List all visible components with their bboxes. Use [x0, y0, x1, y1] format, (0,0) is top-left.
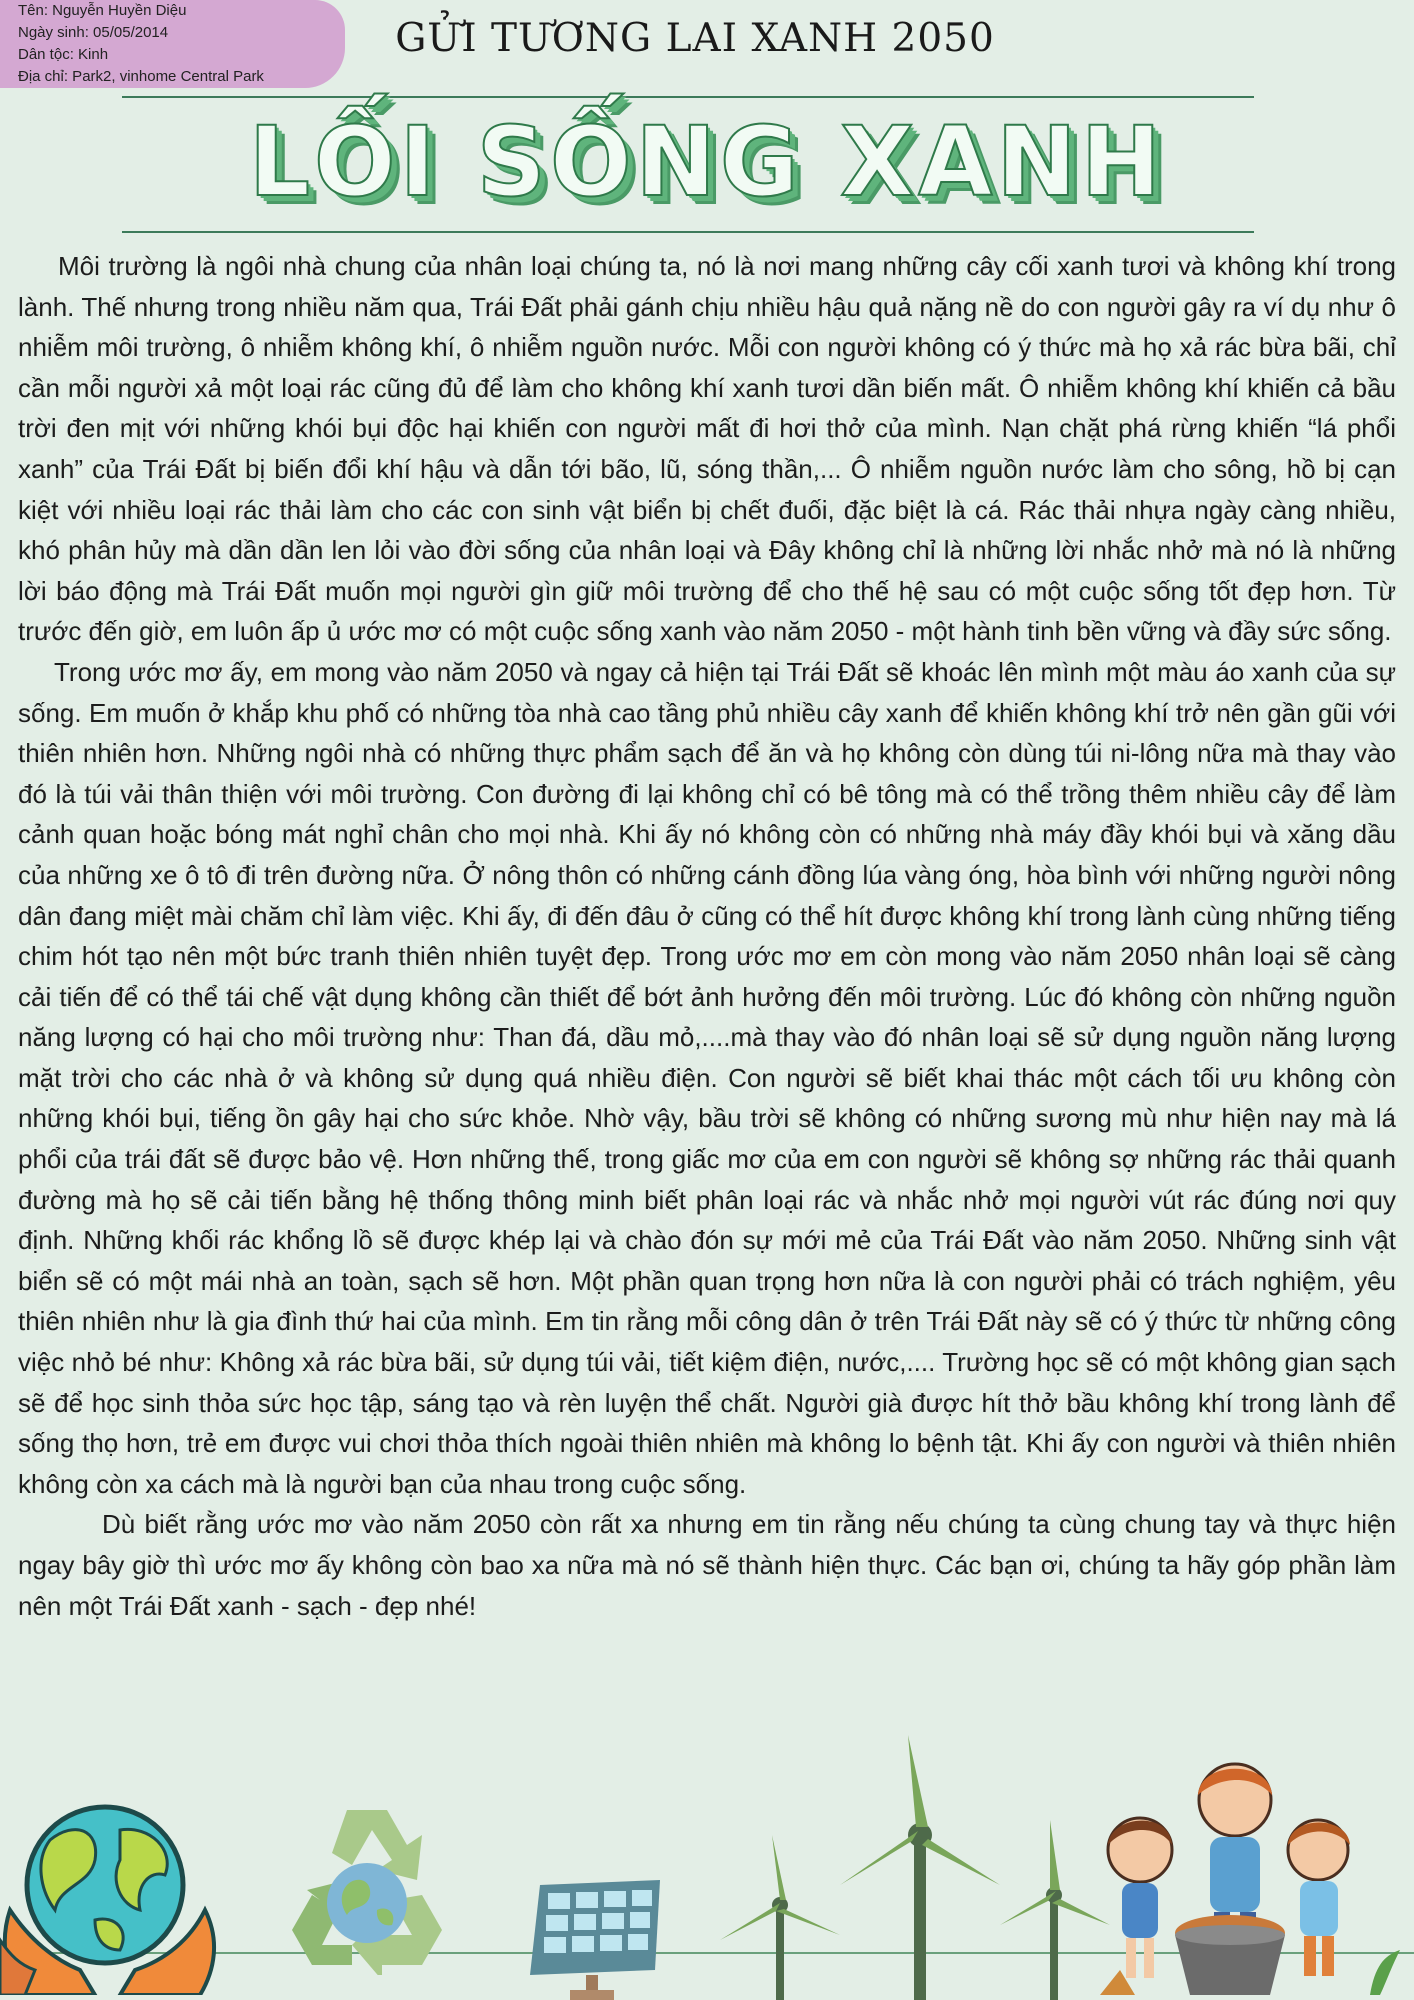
essay-paragraph-1: Môi trường là ngôi nhà chung của nhân loại chúng ta, nó là nơi mang những cây cối xanh tươi và không khí trong lành. Thế nhưng trong nhiều năm qua, Trái Đất phải gánh chịu nhiều hậu quả nặng nề do con người gây ra ví dụ như ô nhiễm môi trường, ô nhiễm không khí, ô nhiễm nguồn nước. Mỗi con người không có ý thức mà họ xả rác bừa bãi, chỉ cần mỗi người xả một loại rác cũng đủ để làm cho không khí xanh tươi dần biến mất. Ô nhiễm không khí khiến cả bầu trời đen mịt với những khói bụi độc hại khiến con người mất đi hơi thở của mình. Nạn chặt phá rừng khiến “lá phổi xanh” của Trái Đất bị biến đổi khí hậu và dẫn tới bão, lũ, sóng thần,... Ô nhiễm nguồn nước làm cho sông, hồ bị cạn kiệt với nhiều loại rác thải làm cho các con sinh vật biển bị chết đuối, đặc biệt là cá. Rác thải nhựa ngày càng nhiều, khó phân hủy mà dần dần len lỏi vào đời sống của nhân loại và Đây không chỉ là những lời nhắc nhở mà nó là những lời báo động mà Trái Đất muốn mọi người gìn giữ môi trường để cho thế hệ sau có một cuộc sống tốt đẹp hơn. Từ trước đến giờ, em luôn ấp ủ ước mơ có một cuộc sống xanh vào năm 2050 - một hành tinh bền vững và đầy sức sống.	[18, 251, 1396, 647]
essay-paragraph-2: Trong ước mơ ấy, em mong vào năm 2050 và ngay cả hiện tại Trái Đất sẽ khoác lên mình một màu áo xanh của sự sống. Em muốn ở khắp khu phố có những tòa nhà cao tầng phủ nhiều cây xanh để khiến không khí trở nên gần gũi với thiên nhiên hơn. Những ngôi nhà có những thực phẩm sạch để ăn và họ không còn dùng túi ni-lông nữa mà thay vào đó là túi vải thân thiện với môi trường. Con đường đi lại không chỉ có bê tông mà có thể trồng thêm nhiều cây để làm cảnh quan hoặc bóng mát nghỉ chân cho mọi nhà. Khi ấy nó không còn có những nhà máy đầy khói bụi và xăng dầu của những xe ô tô đi trên đường nữa. Ở nông thôn có những cánh đồng lúa vàng óng, hòa bình với những người nông dân đang miệt mài chăm chỉ làm việc. Khi ấy, đi đến đâu ở cũng có thể hít được không khí trong lành cùng những tiếng chim hót tạo nên một bức tranh thiên nhiên tuyệt đẹp. Trong ước mơ em còn mong vào năm 2050 nhân loại sẽ càng cải tiến để có thể tái chế vật dụng không cần thiết để bớt ảnh hưởng đến môi trường. Lúc đó không còn những nguồn năng lượng có hại cho môi trường như: Than đá, dầu mỏ,....mà thay vào đó nhân loại sẽ sử dụng nguồn năng lượng mặt trời cho các nhà ở và không sử dụng quá nhiều điện. Con người sẽ biết khai thác một cách tối ưu không còn những khói bụi, tiếng ồn gây hại cho sức khỏe. Nhờ vậy, bầu trời sẽ không có những sương mù như hiện nay mà lá phổi của trái đất sẽ được bảo vệ. Hơn những thế, trong giấc mơ của em con người sẽ không sợ những rác thải quanh đường mà họ sẽ cải tiến bằng hệ thống thông minh biết phân loại rác và nhắc nhở mọi người vút rác đúng nơi quy định. Những khối rác khổng lồ sẽ được khép lại và chào đón sự mới mẻ của Trái Đất vào năm 2050. Những sinh vật biển sẽ có một mái nhà an toàn, sạch sẽ hơn. Một phần quan trọng hơn nữa là con người phải có trách nghiệm, yêu thiên nhiên như là gia đình thứ hai của mình. Em tin rằng mỗi công dân ở trên Trái Đất này sẽ có ý thức từ những công việc nhỏ bé như: Không xả rác bừa bãi, sử dụng túi vải, tiết kiệm điện, nước,.... Trường học sẽ có một không gian sạch sẽ để học sinh thỏa sức học tập, sáng tạo và rèn luyện thể chất. Người già được hít thở bầu không khí trong lành để sống thọ hơn, trẻ em được vui chơi thỏa thích ngoài thiên nhiên mà không lo bệnh tật. Khi ấy con người và thiên nhiên không còn xa cách mà là người bạn của nhau trong cuộc sống.	[18, 656, 1396, 1499]
top-divider	[122, 96, 1254, 98]
student-address: Địa chỉ: Park2, vinhome Central Park	[18, 68, 264, 85]
student-dob: Ngày sinh: 05/05/2014	[18, 24, 169, 41]
globe-in-hands-icon	[0, 1790, 225, 1995]
essay-body	[18, 246, 1396, 1626]
wind-turbines-icon	[700, 1735, 1140, 2000]
student-name: Tên: Nguyễn Huyền Diệu	[18, 2, 187, 19]
recycle-earth-icon	[272, 1795, 462, 1975]
main-heading: LỐI SỐNG XANH	[248, 106, 1166, 218]
student-ethnicity: Dân tộc: Kinh	[18, 46, 109, 63]
letter-title: GỬI TƯƠNG LAI XANH 2050	[395, 16, 995, 61]
bottom-divider	[122, 231, 1254, 233]
essay-paragraph-3: Dù biết rằng ước mơ vào năm 2050 còn rất xa nhưng em tin rằng nếu chúng ta cùng chung tay và thực hiện ngay bây giờ thì ước mơ ấy không còn bao xa nữa mà nó sẽ thành hiện thực. Các bạn ơi, chúng ta hãy góp phần làm nên một Trái Đất xanh - sạch - đẹp nhé!	[18, 1509, 1396, 1621]
children-recycling-icon	[1080, 1755, 1414, 2000]
solar-panel-icon	[520, 1875, 670, 2000]
